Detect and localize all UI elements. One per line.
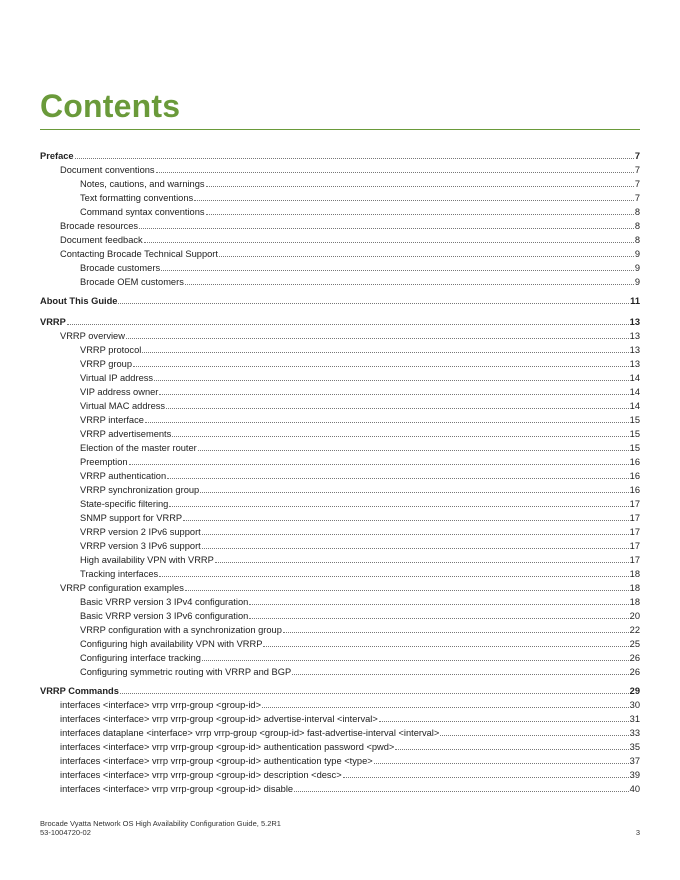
toc-entry[interactable] [40, 246, 640, 260]
toc-entry-title: VRRP synchronization group [80, 485, 200, 495]
toc-entry-page-number: 15 [629, 443, 640, 453]
toc-dot-leader [294, 791, 629, 792]
toc-dot-leader [206, 214, 634, 215]
toc-entry-page-number: 8 [634, 221, 640, 231]
toc-entry-title: VRRP protocol [80, 345, 142, 355]
toc-entry-title: Text formatting conventions [80, 193, 194, 203]
toc-entry-page-number: 18 [629, 569, 640, 579]
toc-entry[interactable] [40, 454, 640, 468]
toc-entry[interactable] [40, 753, 640, 767]
toc-dot-leader [215, 562, 629, 563]
toc-entry-title: Virtual IP address [80, 373, 154, 383]
toc-dot-leader [202, 534, 629, 535]
toc-dot-leader [219, 256, 634, 257]
toc-entry-title: VRRP overview [60, 331, 125, 341]
toc-entry[interactable] [40, 468, 640, 482]
toc-entry-title: Contacting Brocade Technical Support [60, 249, 218, 259]
toc-dot-leader [249, 604, 628, 605]
toc-entry-page-number: 26 [629, 667, 640, 677]
toc-entry[interactable] [40, 176, 640, 190]
toc-entry-page-number: 8 [634, 207, 640, 217]
toc-entry-page-number: 7 [634, 151, 640, 161]
toc-dot-leader [154, 380, 629, 381]
toc-entry-title: interfaces <interface> vrrp vrrp-group <group-id> [60, 700, 262, 710]
toc-entry-title: interfaces <interface> vrrp vrrp-group <group-id> advertise-interval <interval> [60, 714, 378, 724]
toc-entry-title: Brocade customers [80, 263, 161, 273]
toc-entry-title: interfaces <interface> vrrp vrrp-group <group-id> authentication password <pwd> [60, 742, 395, 752]
toc-entry-title: Document conventions [60, 165, 155, 175]
toc-entry[interactable] [40, 636, 640, 650]
toc-entry[interactable] [40, 384, 640, 398]
toc-entry-page-number: 13 [629, 331, 640, 341]
toc-dot-leader [133, 366, 629, 367]
toc-entry-title: VRRP configuration with a synchronization group [80, 625, 282, 635]
toc-dot-leader [166, 408, 629, 409]
toc-dot-leader [249, 618, 628, 619]
toc-entry-page-number: 26 [629, 653, 640, 663]
toc-entry-page-number: 22 [629, 625, 640, 635]
toc-entry[interactable] [40, 538, 640, 552]
toc-entry-page-number: 35 [629, 742, 640, 752]
toc-dot-leader [185, 590, 629, 591]
toc-entry[interactable] [40, 260, 640, 274]
toc-entry[interactable] [40, 664, 640, 678]
toc-dot-leader [142, 352, 628, 353]
toc-dot-leader [183, 520, 629, 521]
toc-entry[interactable] [40, 725, 640, 739]
toc-entry-title: Configuring interface tracking [80, 653, 201, 663]
toc-dot-leader [379, 721, 629, 722]
toc-entry-page-number: 18 [629, 597, 640, 607]
toc-dot-leader [202, 660, 629, 661]
toc-entry[interactable] [40, 496, 640, 510]
toc-entry-page-number: 13 [629, 345, 640, 355]
toc-entry-title: Preemption [80, 457, 128, 467]
toc-dot-leader [126, 338, 629, 339]
toc-entry-title: Brocade OEM customers [80, 277, 184, 287]
toc-entry-title: Basic VRRP version 3 IPv6 configuration [80, 611, 249, 621]
toc-entry[interactable] [40, 190, 640, 204]
toc-entry-page-number: 9 [634, 263, 640, 273]
toc-entry-title: VRRP version 3 IPv6 support [80, 541, 201, 551]
toc-entry[interactable] [40, 232, 640, 246]
page-title: Contents [40, 88, 181, 124]
toc-dot-leader [263, 646, 628, 647]
toc-dot-leader [395, 749, 628, 750]
footer-document-number: 53-1004720-02 [40, 828, 91, 837]
toc-entry-page-number: 20 [629, 611, 640, 621]
toc-entry-title: Notes, cautions, and warnings [80, 179, 205, 189]
toc-entry-title: Tracking interfaces [80, 569, 159, 579]
toc-entry-page-number: 17 [629, 541, 640, 551]
toc-dot-leader [144, 242, 634, 243]
toc-dot-leader [262, 707, 629, 708]
toc-entry-title: VRRP [40, 317, 66, 327]
toc-dot-leader [185, 284, 634, 285]
toc-entry-page-number: 25 [629, 639, 640, 649]
toc-dot-leader [120, 693, 629, 694]
toc-entry-title: About This Guide [40, 296, 118, 306]
toc-entry[interactable] [40, 370, 640, 384]
toc-entry-page-number: 40 [629, 784, 640, 794]
toc-entry[interactable] [40, 482, 640, 496]
toc-dot-leader [292, 674, 628, 675]
toc-entry[interactable] [40, 552, 640, 566]
toc-entry-title: State-specific filtering [80, 499, 169, 509]
toc-entry-page-number: 17 [629, 555, 640, 565]
toc-entry-title: VRRP version 2 IPv6 support [80, 527, 201, 537]
toc-entry[interactable] [40, 162, 640, 176]
toc-dot-leader [67, 324, 629, 325]
toc-entry-title: interfaces dataplane <interface> vrrp vrrp-group <group-id> fast-advertise-interval <interval> [60, 728, 440, 738]
toc-entry[interactable] [40, 781, 640, 795]
toc-entry-page-number: 15 [629, 415, 640, 425]
toc-entry[interactable] [40, 650, 640, 664]
toc-entry[interactable] [40, 218, 640, 232]
toc-dot-leader [139, 228, 634, 229]
toc-dot-leader [343, 777, 629, 778]
toc-entry-title: interfaces <interface> vrrp vrrp-group <group-id> description <desc> [60, 770, 342, 780]
toc-dot-leader [374, 763, 629, 764]
toc-entry-title: Configuring high availability VPN with VRRP [80, 639, 263, 649]
toc-entry-page-number: 17 [629, 513, 640, 523]
toc-dot-leader [118, 303, 629, 304]
toc-entry[interactable] [40, 594, 640, 608]
toc-entry[interactable] [40, 148, 640, 162]
toc-entry-page-number: 14 [629, 373, 640, 383]
toc-entry[interactable] [40, 440, 640, 454]
toc-entry-page-number: 11 [630, 296, 640, 306]
toc-entry-title: VIP address owner [80, 387, 159, 397]
footer-document-title: Brocade Vyatta Network OS High Availability Configuration Guide, 5.2R1 [40, 819, 281, 828]
toc-entry-page-number: 16 [629, 471, 640, 481]
toc-dot-leader [156, 172, 634, 173]
toc-entry[interactable] [40, 697, 640, 711]
toc-entry[interactable] [40, 342, 640, 356]
toc-entry[interactable] [40, 274, 640, 288]
toc-dot-leader [161, 270, 634, 271]
footer-page-number: 3 [635, 828, 640, 837]
toc-entry[interactable] [40, 510, 640, 524]
toc-entry-title: Configuring symmetric routing with VRRP and BGP [80, 667, 292, 677]
toc-entry-page-number: 15 [629, 429, 640, 439]
toc-dot-leader [200, 492, 628, 493]
toc-entry-title: interfaces <interface> vrrp vrrp-group <group-id> authentication type <type> [60, 756, 373, 766]
page-footer [40, 819, 640, 837]
toc-entry[interactable] [40, 314, 640, 328]
toc-dot-leader [198, 450, 629, 451]
toc-entry-page-number: 14 [629, 401, 640, 411]
toc-entry[interactable] [40, 608, 640, 622]
toc-dot-leader [172, 436, 628, 437]
toc-entry-title: SNMP support for VRRP [80, 513, 183, 523]
toc-entry[interactable] [40, 524, 640, 538]
toc-entry-title: Brocade resources [60, 221, 139, 231]
toc-entry-title: VRRP configuration examples [60, 583, 184, 593]
toc-entry[interactable] [40, 293, 640, 307]
toc-entry-page-number: 16 [629, 457, 640, 467]
toc-dot-leader [167, 478, 629, 479]
toc-entry[interactable] [40, 622, 640, 636]
toc-dot-leader [75, 158, 634, 159]
toc-entry-page-number: 18 [629, 583, 640, 593]
toc-entry[interactable] [40, 426, 640, 440]
toc-entry[interactable] [40, 767, 640, 781]
toc-dot-leader [145, 422, 629, 423]
toc-entry-page-number: 16 [629, 485, 640, 495]
toc-entry-page-number: 39 [629, 770, 640, 780]
toc-entry-title: Command syntax conventions [80, 207, 205, 217]
toc-entry[interactable] [40, 683, 640, 697]
toc-entry-title: VRRP advertisements [80, 429, 172, 439]
toc-entry-title: Preface [40, 151, 74, 161]
toc-entry-page-number: 8 [634, 235, 640, 245]
toc-dot-leader [159, 576, 628, 577]
toc-dot-leader [159, 394, 628, 395]
toc-entry-title: Election of the master router [80, 443, 197, 453]
toc-entry-page-number: 17 [629, 499, 640, 509]
toc-entry-page-number: 14 [629, 387, 640, 397]
toc-entry[interactable] [40, 580, 640, 594]
toc-entry-page-number: 7 [634, 179, 640, 189]
toc-entry[interactable] [40, 739, 640, 753]
toc-entry-page-number: 37 [629, 756, 640, 766]
toc-entry-page-number: 13 [629, 317, 640, 327]
toc-entry-page-number: 7 [634, 193, 640, 203]
toc-entry-title: High availability VPN with VRRP [80, 555, 214, 565]
toc-entry-page-number: 30 [629, 700, 640, 710]
toc-entry-page-number: 7 [634, 165, 640, 175]
toc-entry-page-number: 13 [629, 359, 640, 369]
toc-dot-leader [440, 735, 628, 736]
toc-entry-page-number: 9 [634, 277, 640, 287]
toc-dot-leader [169, 506, 628, 507]
toc-dot-leader [202, 548, 629, 549]
toc-entry-page-number: 17 [629, 527, 640, 537]
toc-entry-title: VRRP interface [80, 415, 144, 425]
toc-entry[interactable] [40, 328, 640, 342]
toc-entry-title: VRRP authentication [80, 471, 167, 481]
toc-entry[interactable] [40, 566, 640, 580]
toc-entry[interactable] [40, 711, 640, 725]
toc-entry-title: Virtual MAC address [80, 401, 166, 411]
toc-entry-title: Document feedback [60, 235, 143, 245]
toc-dot-leader [194, 200, 634, 201]
toc-dot-leader [283, 632, 629, 633]
toc-dot-leader [129, 464, 629, 465]
toc-entry-page-number: 29 [629, 686, 640, 696]
toc-entry-title: VRRP Commands [40, 686, 119, 696]
toc-dot-leader [206, 186, 634, 187]
toc-entry-title: VRRP group [80, 359, 133, 369]
toc-entry[interactable] [40, 356, 640, 370]
toc-entry-title: interfaces <interface> vrrp vrrp-group <group-id> disable [60, 784, 294, 794]
toc-entry-page-number: 33 [629, 728, 640, 738]
toc-entry-title: Basic VRRP version 3 IPv4 configuration [80, 597, 249, 607]
title-divider [40, 129, 640, 130]
toc-entry[interactable] [40, 204, 640, 218]
toc-entry[interactable] [40, 412, 640, 426]
toc-entry-page-number: 9 [634, 249, 640, 259]
toc-entry-page-number: 31 [629, 714, 640, 724]
toc-entry[interactable] [40, 398, 640, 412]
